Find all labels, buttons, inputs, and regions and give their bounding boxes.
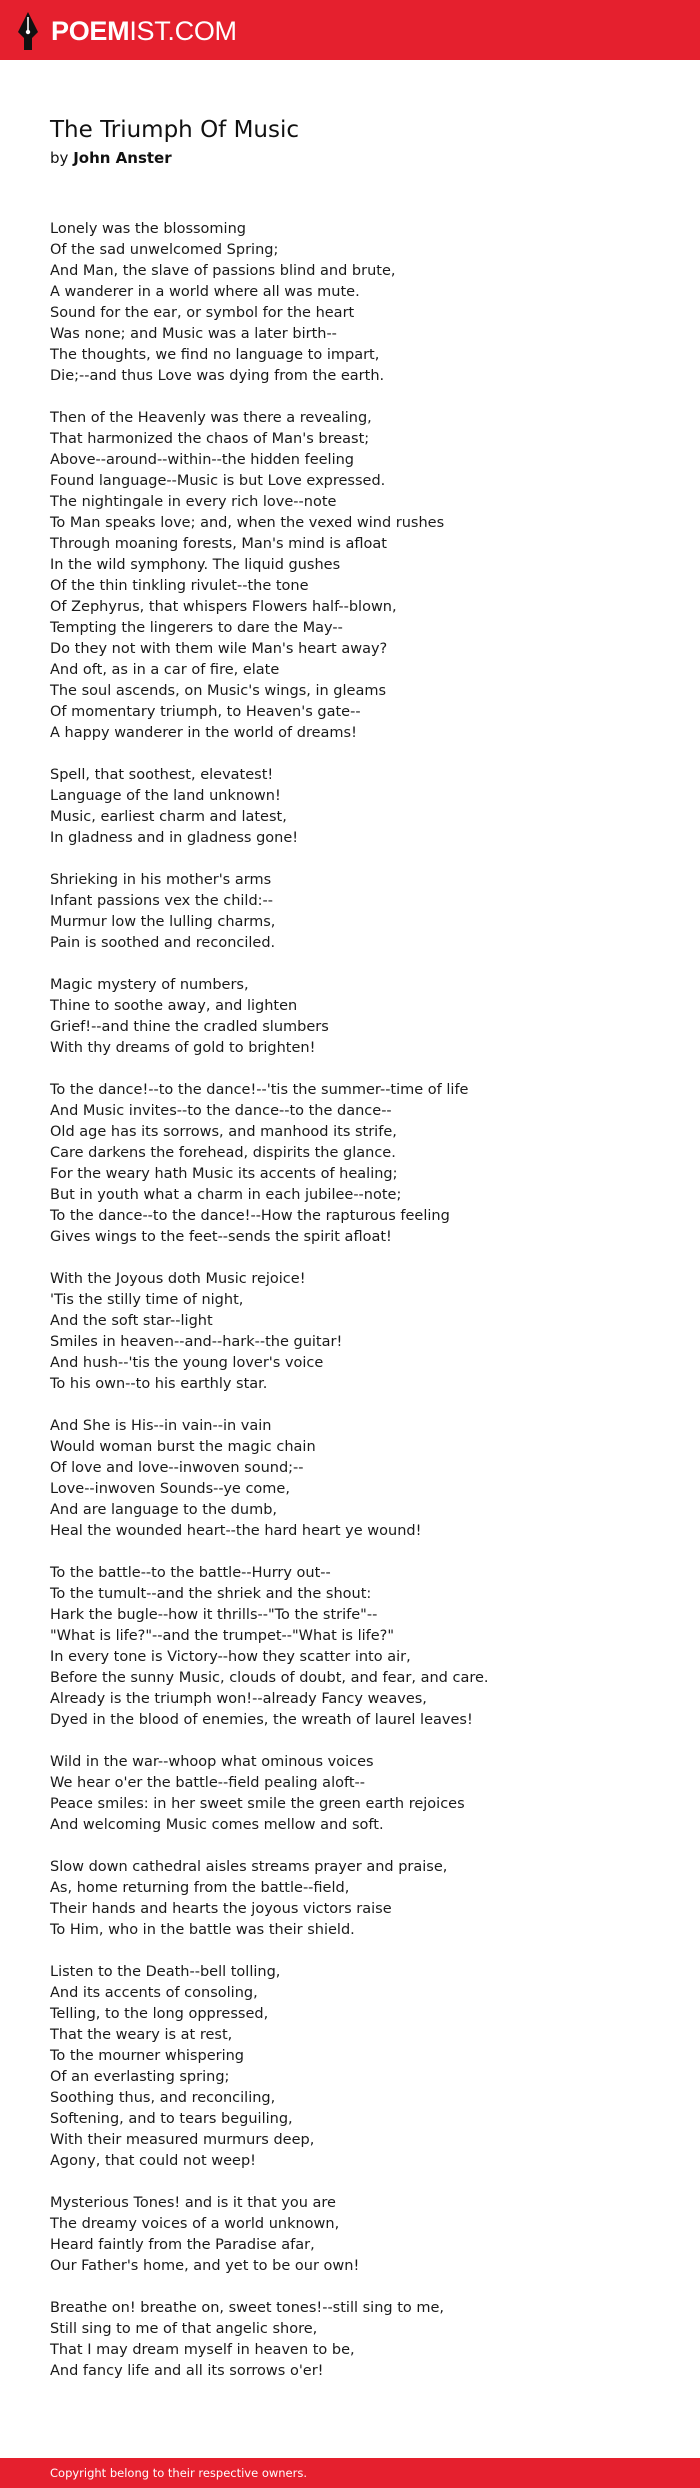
- poem-line: "What is life?"--and the trumpet--"What is life?": [50, 1628, 395, 1644]
- poem-line: Found language--Music is but Love expressed.: [50, 473, 386, 489]
- poem-line: But in youth what a charm in each jubilee--note;: [50, 1187, 402, 1203]
- poem-line: Still sing to me of that angelic shore,: [50, 2321, 318, 2337]
- site-name: [51, 15, 237, 46]
- poem-line: Then of the Heavenly was there a revealing,: [50, 410, 372, 426]
- site-logo[interactable]: [17, 11, 237, 51]
- stanza: [50, 1752, 670, 1836]
- poem-line: And Man, the slave of passions blind and brute,: [50, 263, 396, 279]
- poem-line: With thy dreams of gold to brighten!: [50, 1040, 316, 1056]
- poem-line: Already is the triumph won!--already Fancy weaves,: [50, 1691, 427, 1707]
- poem-line: 'Tis the stilly time of night,: [50, 1292, 244, 1308]
- poem-line: Mysterious Tones! and is it that you are: [50, 2195, 336, 2211]
- poem-line: Of momentary triumph, to Heaven's gate--: [50, 704, 361, 720]
- poem-line: Spell, that soothest, elevatest!: [50, 767, 274, 783]
- poem-line: Smiles in heaven--and--hark--the guitar!: [50, 1334, 343, 1350]
- poem-line: In gladness and in gladness gone!: [50, 830, 299, 846]
- pen-nib-icon: [17, 11, 39, 51]
- poem-line: Thine to soothe away, and lighten: [50, 998, 298, 1014]
- stanza: [50, 765, 670, 849]
- stanza: [50, 1416, 670, 1542]
- poem-line: To the dance!--to the dance!--'tis the summer--time of life: [50, 1082, 469, 1098]
- stanza: [50, 870, 670, 954]
- stanza: [50, 408, 670, 744]
- poem-line: And hush--'tis the young lover's voice: [50, 1355, 324, 1371]
- author-link[interactable]: John Anster: [73, 149, 172, 167]
- poem-line: Of an everlasting spring;: [50, 2069, 230, 2085]
- stanza: [50, 1962, 670, 2172]
- poem-line: Do they not with them wile Man's heart away?: [50, 641, 388, 657]
- poem-line: Their hands and hearts the joyous victors raise: [50, 1901, 392, 1917]
- poem-line: And fancy life and all its sorrows o'er!: [50, 2363, 324, 2379]
- poem-line: To the mourner whispering: [50, 2048, 244, 2064]
- poem-line: Would woman burst the magic chain: [50, 1439, 316, 1455]
- poem-line: Dyed in the blood of enemies, the wreath of laurel leaves!: [50, 1712, 473, 1728]
- poem-line: Of the sad unwelcomed Spring;: [50, 242, 279, 258]
- poem-title: The Triumph Of Music: [50, 117, 300, 143]
- poem-line: Music, earliest charm and latest,: [50, 809, 287, 825]
- poem-line: That harmonized the chaos of Man's breast;: [50, 431, 370, 447]
- poem-line: Agony, that could not weep!: [50, 2153, 256, 2169]
- poem-line: And Music invites--to the dance--to the dance--: [50, 1103, 392, 1119]
- poem-line: Infant passions vex the child:--: [50, 893, 274, 909]
- poem-line: Wild in the war--whoop what ominous voices: [50, 1754, 374, 1770]
- stanza: [50, 219, 670, 387]
- stanza: [50, 1269, 670, 1395]
- byline: [50, 147, 172, 169]
- poem-line: Grief!--and thine the cradled slumbers: [50, 1019, 329, 1035]
- poem-body: [50, 219, 670, 2403]
- poem-line: For the weary hath Music its accents of healing;: [50, 1166, 398, 1182]
- poem-line: The soul ascends, on Music's wings, in gleams: [50, 683, 387, 699]
- top-bar: [0, 0, 700, 60]
- poem-line: In the wild symphony. The liquid gushes: [50, 557, 341, 573]
- poem-line: Old age has its sorrows, and manhood its strife,: [50, 1124, 397, 1140]
- poem-line: Our Father's home, and yet to be our own!: [50, 2258, 360, 2274]
- poem-line: Care darkens the forehead, dispirits the glance.: [50, 1145, 396, 1161]
- poem-line: Was none; and Music was a later birth--: [50, 326, 337, 342]
- poem-line: And its accents of consoling,: [50, 1985, 258, 2001]
- poem-line: Slow down cathedral aisles streams prayer and praise,: [50, 1859, 448, 1875]
- poem-line: With the Joyous doth Music rejoice!: [50, 1271, 306, 1287]
- poem-line: To the dance--to the dance!--How the rapturous feeling: [50, 1208, 450, 1224]
- poem-line: Above--around--within--the hidden feeling: [50, 452, 355, 468]
- site-name-light: IST.COM: [129, 15, 237, 46]
- stanza: [50, 2298, 670, 2382]
- poem-line: Of the thin tinkling rivulet--the tone: [50, 578, 309, 594]
- poem-line: Hark the bugle--how it thrills--"To the strife"--: [50, 1607, 378, 1623]
- poem-line: Of love and love--inwoven sound;--: [50, 1460, 304, 1476]
- poem-line: Die;--and thus Love was dying from the earth.: [50, 368, 385, 384]
- poem-line: Pain is soothed and reconciled.: [50, 935, 276, 951]
- copyright-notice: Copyright belong to their respective owners.: [50, 2466, 308, 2480]
- poem-line: That the weary is at rest,: [50, 2027, 233, 2043]
- poem-line: Love--inwoven Sounds--ye come,: [50, 1481, 290, 1497]
- poem-line: Heal the wounded heart--the hard heart ye wound!: [50, 1523, 422, 1539]
- poem-line: The nightingale in every rich love--note: [50, 494, 337, 510]
- poem-line: To Him, who in the battle was their shield.: [50, 1922, 355, 1938]
- poem-line: Lonely was the blossoming: [50, 221, 246, 237]
- footer-bar: [0, 2458, 700, 2488]
- stanza: [50, 2193, 670, 2277]
- poem-line: Language of the land unknown!: [50, 788, 281, 804]
- poem-line: To the tumult--and the shriek and the shout:: [50, 1586, 372, 1602]
- poem-line: Telling, to the long oppressed,: [50, 2006, 269, 2022]
- poem-line: Through moaning forests, Man's mind is afloat: [50, 536, 387, 552]
- poem-line: And She is His--in vain--in vain: [50, 1418, 272, 1434]
- poem-line: With their measured murmurs deep,: [50, 2132, 315, 2148]
- stanza: [50, 1857, 670, 1941]
- site-name-bold: POEM: [51, 15, 130, 46]
- poem-line: Breathe on! breathe on, sweet tones!--still sing to me,: [50, 2300, 445, 2316]
- poem-line: A happy wanderer in the world of dreams!: [50, 725, 357, 741]
- poem-line: Magic mystery of numbers,: [50, 977, 249, 993]
- stanza: [50, 1080, 670, 1248]
- poem-line: That I may dream myself in heaven to be,: [50, 2342, 355, 2358]
- poem-line: Softening, and to tears beguiling,: [50, 2111, 293, 2127]
- stanza: [50, 1563, 670, 1731]
- poem-line: As, home returning from the battle--field,: [50, 1880, 350, 1896]
- poem-line: Murmur low the lulling charms,: [50, 914, 276, 930]
- poem-line: Heard faintly from the Paradise afar,: [50, 2237, 315, 2253]
- poem-line: A wanderer in a world where all was mute.: [50, 284, 360, 300]
- poem-line: And are language to the dumb,: [50, 1502, 278, 1518]
- poem-line: Soothing thus, and reconciling,: [50, 2090, 276, 2106]
- poem-line: Before the sunny Music, clouds of doubt, and fear, and care.: [50, 1670, 489, 1686]
- poem-line: Peace smiles: in her sweet smile the green earth rejoices: [50, 1796, 465, 1812]
- poem-line: The thoughts, we find no language to impart,: [50, 347, 380, 363]
- poem-line: And the soft star--light: [50, 1313, 213, 1329]
- poem-line: Gives wings to the feet--sends the spirit afloat!: [50, 1229, 392, 1245]
- poem-line: To Man speaks love; and, when the vexed wind rushes: [50, 515, 445, 531]
- poem-line: We hear o'er the battle--field pealing aloft--: [50, 1775, 365, 1791]
- poem-line: In every tone is Victory--how they scatter into air,: [50, 1649, 411, 1665]
- poem-line: The dreamy voices of a world unknown,: [50, 2216, 340, 2232]
- poem-line: To the battle--to the battle--Hurry out--: [50, 1565, 331, 1581]
- poem-line: Listen to the Death--bell tolling,: [50, 1964, 281, 1980]
- poem-line: And welcoming Music comes mellow and soft.: [50, 1817, 384, 1833]
- poem-line: To his own--to his earthly star.: [50, 1376, 268, 1392]
- poem-line: Of Zephyrus, that whispers Flowers half--blown,: [50, 599, 397, 615]
- poem-line: Tempting the lingerers to dare the May--: [50, 620, 343, 636]
- poem-line: Shrieking in his mother's arms: [50, 872, 272, 888]
- by-label: by: [50, 149, 69, 167]
- poem-line: And oft, as in a car of fire, elate: [50, 662, 280, 678]
- stanza: [50, 975, 670, 1059]
- poem-line: Sound for the ear, or symbol for the heart: [50, 305, 355, 321]
